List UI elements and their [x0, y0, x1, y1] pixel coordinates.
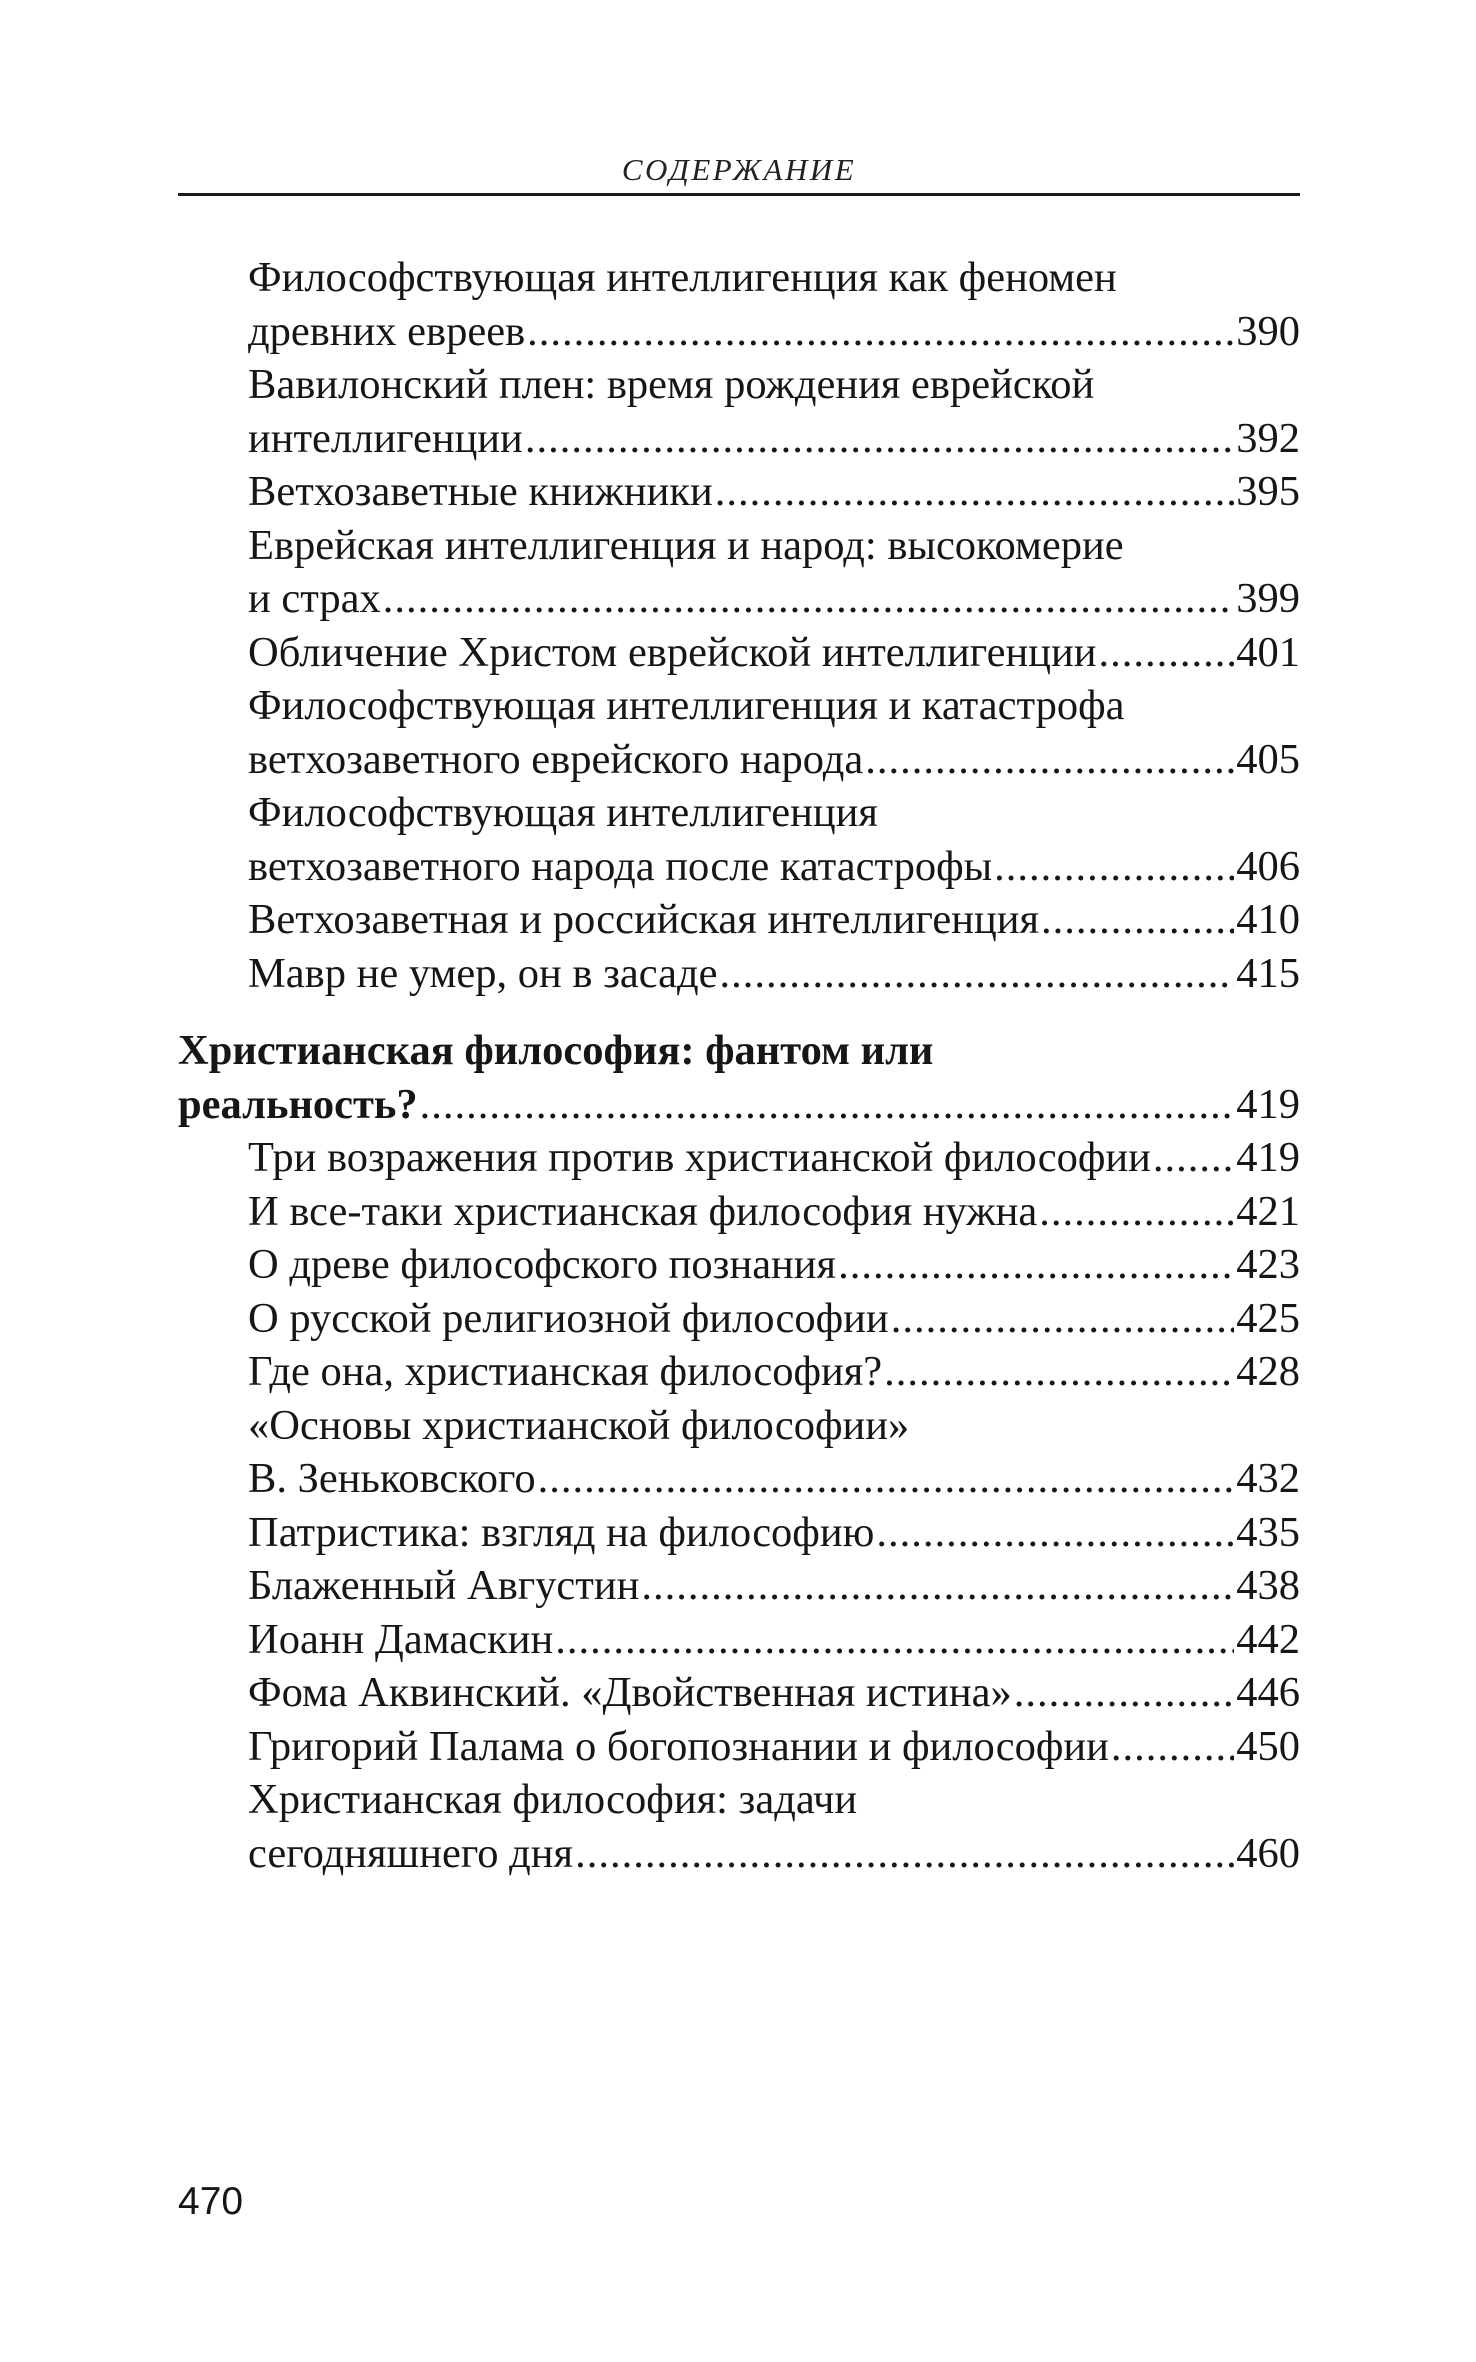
toc-entry: [248, 1666, 1300, 1720]
toc-page-number: 405: [1236, 735, 1300, 783]
toc-page-number: 419: [1236, 1080, 1300, 1128]
toc-entry: [248, 626, 1300, 680]
toc-entry-final-line: [248, 1827, 1300, 1881]
toc-entry: [248, 1292, 1300, 1346]
toc-entry-final-line: [248, 412, 1300, 466]
toc-entry: [248, 1345, 1300, 1399]
toc-entry-final-line: [248, 1720, 1300, 1774]
toc-entry-final-line: [248, 1345, 1300, 1399]
toc-page-number: 390: [1236, 307, 1300, 355]
toc-entry-final-line: [248, 1131, 1300, 1185]
dot-leader: [1111, 1720, 1234, 1774]
toc-entry-title-line: Христианская философия: задачи: [248, 1776, 858, 1823]
toc-page-number: 435: [1236, 1508, 1300, 1556]
running-head: СОДЕРЖАНИЕ: [621, 152, 857, 187]
toc-page-number: 438: [1236, 1562, 1300, 1609]
dot-leader: [1153, 1131, 1234, 1185]
toc-entry-final-line: [248, 1559, 1300, 1613]
toc-entry-title-line: реальность?: [178, 1080, 418, 1128]
toc-entry-final-line: [178, 1078, 1300, 1132]
dot-leader: [1039, 1185, 1234, 1239]
toc-page-number: 432: [1236, 1455, 1300, 1502]
dot-leader: [1099, 626, 1235, 680]
toc-entry-title-line: Еврейская интеллигенция и народ: высокомерие: [248, 521, 1124, 569]
dot-leader: [525, 412, 1234, 466]
toc-entry-final-line: [248, 305, 1300, 359]
toc-entry: [248, 251, 1300, 358]
toc-entry: [248, 1613, 1300, 1667]
toc-entry: [248, 786, 1300, 893]
toc-entry-title-line: сегодняшнего дня: [248, 1829, 574, 1877]
dot-leader: [383, 572, 1235, 626]
toc-entry-title-line: Григорий Палама о богопознании и философии: [248, 1722, 1109, 1770]
toc-entry-title-line: Философствующая интеллигенция как феномен: [248, 254, 1117, 301]
toc-entry: [248, 1399, 1300, 1506]
toc-entry-title-line: Фома Аквинский. «Двойственная истина»: [248, 1669, 1012, 1716]
dot-leader: [994, 840, 1234, 894]
table-of-contents: [178, 251, 1300, 1880]
toc-entry: [248, 1506, 1300, 1560]
toc-entry-title-line: Философствующая интеллигенция и катастрофа: [248, 682, 1125, 729]
toc-entry: [248, 1720, 1300, 1774]
toc-entry: [248, 1238, 1300, 1292]
toc-entry-final-line: [248, 465, 1300, 519]
toc-entry: [248, 358, 1300, 465]
toc-entry: [248, 679, 1300, 786]
toc-entry-title-line: Философствующая интеллигенция: [248, 789, 878, 836]
toc-entry-title-line: О древе философского познания: [248, 1241, 837, 1288]
toc-entry-title-line: В. Зеньковского: [248, 1455, 536, 1502]
toc-entry: [248, 893, 1300, 947]
toc-entry-title-line: и страх: [248, 575, 381, 622]
dot-leader: [838, 1238, 1234, 1292]
toc-section: [178, 1024, 1300, 1131]
toc-entry-title-line: Ветхозаветная и российская интеллигенция: [248, 896, 1040, 943]
toc-page-number: 399: [1236, 575, 1300, 622]
dot-leader: [1014, 1666, 1235, 1720]
header-rule: [178, 193, 1300, 196]
toc-entry-final-line: [248, 626, 1300, 680]
toc-entry-final-line: [248, 1292, 1300, 1346]
dot-leader: [715, 465, 1235, 519]
toc-entry-title-line: Мавр не умер, он в засаде: [248, 949, 718, 997]
toc-entry: [248, 1773, 1300, 1880]
dot-leader: [555, 1613, 1234, 1667]
toc-entry: [248, 465, 1300, 519]
toc-entry-title-line: «Основы христианской философии»: [248, 1401, 910, 1449]
toc-entry-title-line: Вавилонский плен: время рождения еврейской: [248, 361, 1095, 408]
toc-entry-final-line: [248, 1238, 1300, 1292]
toc-page-number: 423: [1236, 1241, 1300, 1288]
toc-entry-final-line: [248, 840, 1300, 894]
dot-leader: [527, 305, 1234, 359]
toc-entry-final-line: [248, 947, 1300, 1001]
toc-entry-final-line: [248, 1613, 1300, 1667]
toc-page-number: 460: [1236, 1829, 1300, 1877]
toc-entry: [248, 1559, 1300, 1613]
toc-entry-final-line: [248, 893, 1300, 947]
dot-leader: [719, 947, 1234, 1001]
toc-entry-title-line: Иоанн Дамаскин: [248, 1615, 554, 1663]
toc-page-number: 415: [1236, 949, 1300, 997]
page-number: 470: [178, 2180, 244, 2223]
dot-leader: [891, 1292, 1235, 1346]
toc-entry-title-line: Патристика: взгляд на философию: [248, 1508, 875, 1556]
toc-page-number: 450: [1236, 1722, 1300, 1770]
toc-entry-title-line: Блаженный Августин: [248, 1562, 640, 1609]
toc-entry-title-line: И все-таки христианская философия нужна: [248, 1187, 1038, 1235]
toc-page-number: 406: [1236, 842, 1300, 890]
toc-entry: [248, 1185, 1300, 1239]
toc-page-number: 410: [1236, 896, 1300, 943]
toc-page-number: 419: [1236, 1134, 1300, 1181]
toc-entry-final-line: [248, 733, 1300, 787]
toc-entry-final-line: [248, 1506, 1300, 1560]
dot-leader: [876, 1506, 1234, 1560]
toc-entry: [248, 519, 1300, 626]
toc-entry: [248, 1131, 1300, 1185]
toc-entry-title-line: Ветхозаветные книжники: [248, 468, 713, 515]
dot-leader: [865, 733, 1234, 787]
toc-page-number: 392: [1236, 414, 1300, 462]
dot-leader: [538, 1452, 1235, 1506]
toc-entry-title-line: Обличение Христом еврейской интеллигенции: [248, 628, 1097, 676]
toc-entry-title-line: Христианская философия: фантом или: [178, 1027, 934, 1074]
toc-entry-title-line: ветхозаветного еврейского народа: [248, 735, 864, 783]
dot-leader: [884, 1345, 1234, 1399]
toc-entry-title-line: Три возражения против христианской философии: [248, 1134, 1151, 1181]
dot-leader: [641, 1559, 1234, 1613]
toc-page-number: 442: [1236, 1615, 1300, 1663]
toc-entry-title-line: ветхозаветного народа после катастрофы: [248, 842, 993, 890]
toc-entry-final-line: [248, 1452, 1300, 1506]
toc-page-number: 421: [1236, 1187, 1300, 1235]
toc-entry-final-line: [248, 1185, 1300, 1239]
toc-entry-title-line: О русской религиозной философии: [248, 1294, 889, 1342]
toc-page-number: 446: [1236, 1669, 1300, 1716]
toc-entry-final-line: [248, 572, 1300, 626]
toc-entry-title-line: древних евреев: [248, 307, 526, 355]
toc-entry-title-line: Где она, христианская философия?: [248, 1348, 883, 1395]
dot-leader: [420, 1078, 1235, 1132]
toc-entry: [248, 947, 1300, 1001]
dot-leader: [575, 1827, 1234, 1881]
toc-page-number: 428: [1236, 1348, 1300, 1395]
toc-page-number: 401: [1236, 628, 1300, 676]
toc-entry-title-line: интеллигенции: [248, 414, 523, 462]
toc-page-number: 395: [1236, 468, 1300, 515]
toc-page-number: 425: [1236, 1294, 1300, 1342]
toc-entry-final-line: [248, 1666, 1300, 1720]
dot-leader: [1041, 893, 1234, 947]
